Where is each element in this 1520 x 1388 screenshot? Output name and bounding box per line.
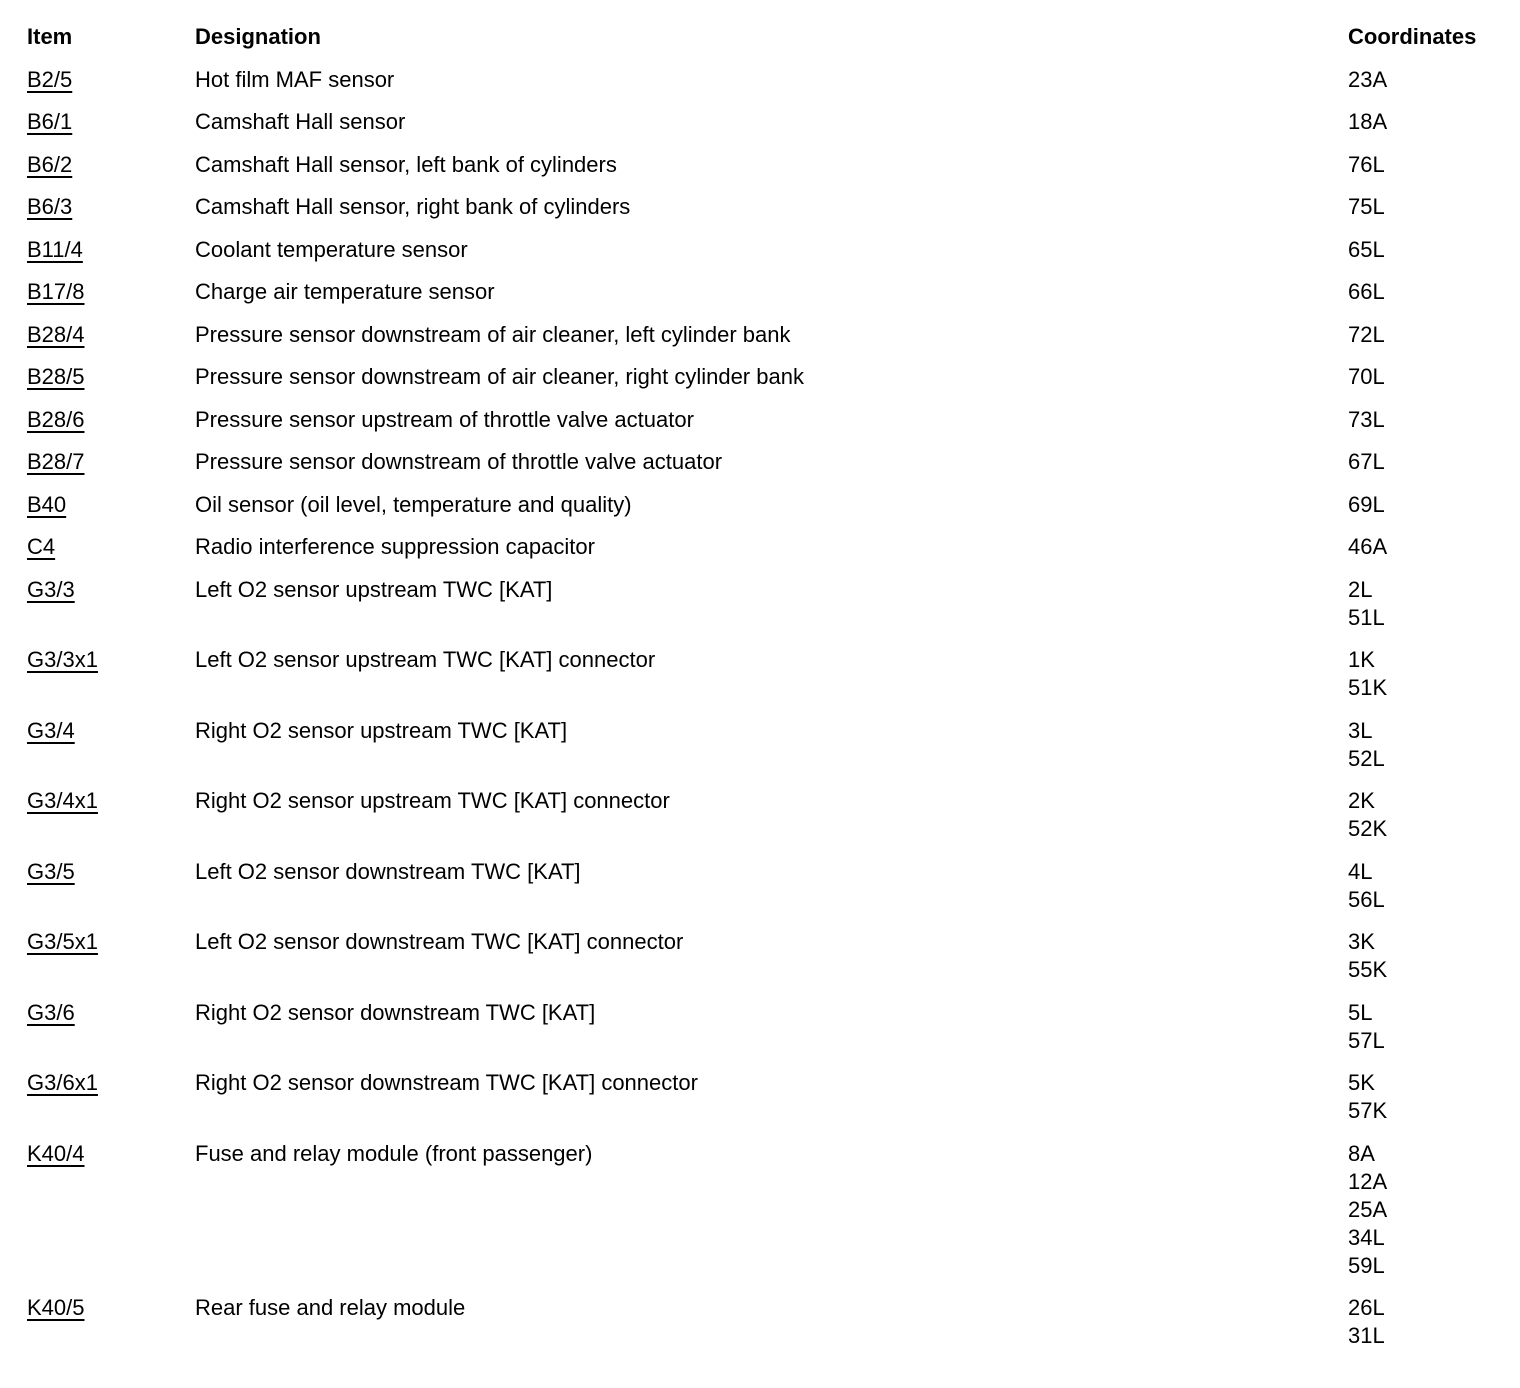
designation-text: Right O2 sensor upstream TWC [KAT] connector [195, 788, 670, 813]
coordinates-cell [1348, 999, 1385, 1055]
item-code-link[interactable]: B28/5 [27, 364, 85, 389]
coordinate-value: 65L [1348, 236, 1385, 262]
coordinate-value: 51L [1348, 604, 1385, 630]
item-code-link[interactable]: B28/6 [27, 406, 85, 432]
item-code-link[interactable]: G3/4x1 [27, 788, 98, 813]
table-row [27, 928, 1520, 984]
coordinate-value: 31L [1348, 1323, 1385, 1348]
table-row [27, 533, 1520, 561]
coordinate-value: 25A [1348, 1196, 1388, 1222]
coordinate-value: 72L [1348, 321, 1385, 347]
item-cell [27, 576, 195, 604]
coordinate-value: 56L [1348, 886, 1385, 912]
coordinates-cell [1348, 278, 1385, 306]
column-header-item: Item [27, 24, 73, 49]
table-row [27, 66, 1520, 94]
item-cell [27, 321, 195, 349]
item-cell [27, 406, 195, 434]
item-code-link[interactable]: G3/3x1 [27, 647, 98, 672]
item-cell [27, 278, 195, 306]
coordinate-value: 18A [1348, 109, 1388, 134]
coordinate-value: 66L [1348, 279, 1385, 304]
coordinate-value: 3L [1348, 717, 1373, 743]
coordinates-cell [1348, 321, 1385, 349]
item-cell [27, 193, 195, 221]
coordinate-value: 23A [1348, 66, 1388, 92]
coordinates-cell [1348, 1140, 1387, 1280]
coordinate-value: 57L [1348, 1027, 1385, 1053]
table-row [27, 858, 1520, 914]
table-row [27, 787, 1520, 843]
coordinate-value: 5K [1348, 1070, 1375, 1095]
table-row [27, 236, 1520, 264]
coordinate-value: 51K [1348, 675, 1388, 700]
item-cell [27, 236, 195, 264]
item-code-link[interactable]: G3/5x1 [27, 929, 98, 954]
designation-text: Camshaft Hall sensor, left bank of cylinders [195, 151, 617, 177]
item-code-link[interactable]: K40/5 [27, 1295, 85, 1320]
coordinates-cell [1348, 646, 1387, 702]
item-cell [27, 858, 195, 886]
coordinate-value: 75L [1348, 194, 1385, 219]
item-cell [27, 787, 195, 815]
item-code-link[interactable]: G3/5 [27, 858, 75, 884]
coordinate-value: 57K [1348, 1098, 1388, 1123]
column-header-designation: Designation [195, 24, 321, 49]
table-row [27, 151, 1520, 179]
designation-text: Right O2 sensor downstream TWC [KAT] [195, 999, 596, 1025]
coordinates-cell [1348, 66, 1387, 94]
designation-text: Camshaft Hall sensor [195, 109, 406, 134]
coordinate-value: 76L [1348, 151, 1385, 177]
coordinate-value: 3K [1348, 929, 1375, 954]
coordinate-value: 46A [1348, 534, 1388, 559]
item-cell [27, 151, 195, 179]
designation-text: Radio interference suppression capacitor [195, 534, 595, 559]
table-row [27, 646, 1520, 702]
table-row [27, 1069, 1520, 1125]
table-row [27, 278, 1520, 306]
designation-text: Left O2 sensor upstream TWC [KAT] connector [195, 647, 656, 672]
item-cell [27, 491, 195, 519]
item-code-link[interactable]: B6/3 [27, 194, 73, 219]
coordinates-cell [1348, 717, 1385, 773]
item-code-link[interactable]: B6/2 [27, 151, 73, 177]
item-cell [27, 448, 195, 476]
item-cell [27, 646, 195, 674]
item-cell [27, 717, 195, 745]
designation-text: Pressure sensor upstream of throttle valve actuator [195, 406, 694, 432]
item-cell [27, 1294, 195, 1322]
coordinates-cell [1348, 193, 1385, 221]
coordinates-cell [1348, 533, 1387, 561]
coordinates-cell [1348, 491, 1385, 519]
coordinate-value: 8A [1348, 1140, 1375, 1166]
coordinate-value: 2L [1348, 576, 1373, 602]
item-code-link[interactable]: B28/7 [27, 449, 85, 474]
coordinate-value: 59L [1348, 1252, 1385, 1278]
table-row [27, 576, 1520, 632]
coordinate-value: 52L [1348, 745, 1385, 771]
coordinate-value: 52K [1348, 816, 1388, 841]
item-code-link[interactable]: G3/3 [27, 576, 75, 602]
designation-text: Fuse and relay module (front passenger) [195, 1140, 593, 1166]
designation-text: Left O2 sensor downstream TWC [KAT] connector [195, 929, 684, 954]
designation-text: Right O2 sensor downstream TWC [KAT] connector [195, 1070, 698, 1095]
coordinates-cell [1348, 928, 1387, 984]
item-code-link[interactable]: K40/4 [27, 1140, 85, 1166]
coordinates-cell [1348, 576, 1385, 632]
coordinate-value: 69L [1348, 491, 1385, 517]
item-code-link[interactable]: G3/6 [27, 999, 75, 1025]
coordinate-value: 26L [1348, 1295, 1385, 1320]
designation-text: Left O2 sensor upstream TWC [KAT] [195, 576, 553, 602]
table-row [27, 406, 1520, 434]
designation-text: Hot film MAF sensor [195, 66, 395, 92]
column-header-coordinates: Coordinates [1348, 24, 1477, 49]
coordinate-value: 4L [1348, 858, 1373, 884]
coordinate-value: 70L [1348, 364, 1385, 389]
coordinates-cell [1348, 1069, 1387, 1125]
table-header-row [27, 23, 1520, 51]
coordinates-cell [1348, 406, 1385, 434]
coordinates-cell [1348, 448, 1385, 476]
item-code-link[interactable]: C4 [27, 534, 56, 559]
item-code-link[interactable]: B6/1 [27, 109, 73, 134]
table-row [27, 717, 1520, 773]
coordinates-cell [1348, 236, 1385, 264]
coordinates-cell [1348, 1294, 1385, 1350]
table-row [27, 193, 1520, 221]
designation-text: Right O2 sensor upstream TWC [KAT] [195, 717, 568, 743]
designation-text: Pressure sensor downstream of throttle valve actuator [195, 449, 723, 474]
item-cell [27, 999, 195, 1027]
table-row [27, 108, 1520, 136]
coordinates-cell [1348, 363, 1385, 391]
table-row [27, 321, 1520, 349]
coordinate-value: 73L [1348, 406, 1385, 432]
item-cell [27, 1069, 195, 1097]
coordinate-value: 67L [1348, 449, 1385, 474]
coordinate-value: 5L [1348, 999, 1373, 1025]
item-code-link[interactable]: B11/4 [27, 236, 83, 262]
item-cell [27, 66, 195, 94]
item-code-link[interactable]: B2/5 [27, 66, 73, 92]
item-cell [27, 108, 195, 136]
designation-text: Coolant temperature sensor [195, 236, 468, 262]
item-cell [27, 1140, 195, 1168]
table-row [27, 1294, 1520, 1350]
designation-text: Oil sensor (oil level, temperature and quality) [195, 491, 632, 517]
item-code-link[interactable]: G3/6x1 [27, 1070, 98, 1095]
coordinates-cell [1348, 108, 1387, 136]
coordinate-value: 2K [1348, 788, 1375, 813]
item-cell [27, 928, 195, 956]
table-row [27, 999, 1520, 1055]
designation-text: Charge air temperature sensor [195, 279, 495, 304]
coordinates-cell [1348, 787, 1387, 843]
designation-text: Left O2 sensor downstream TWC [KAT] [195, 858, 581, 884]
table-row [27, 491, 1520, 519]
coordinates-cell [1348, 151, 1385, 179]
coordinate-value: 34L [1348, 1224, 1385, 1250]
item-code-link[interactable]: G3/4 [27, 717, 75, 743]
coordinate-value: 12A [1348, 1168, 1388, 1194]
designation-text: Pressure sensor downstream of air cleaner, right cylinder bank [195, 364, 804, 389]
coordinates-cell [1348, 858, 1385, 914]
designation-text: Pressure sensor downstream of air cleaner, left cylinder bank [195, 321, 791, 347]
designation-text: Rear fuse and relay module [195, 1295, 466, 1320]
item-code-link[interactable]: B40 [27, 491, 67, 517]
table-row [27, 363, 1520, 391]
item-cell [27, 363, 195, 391]
table-row [27, 1140, 1520, 1280]
coordinate-value: 1K [1348, 647, 1375, 672]
table-row [27, 448, 1520, 476]
item-code-link[interactable]: B28/4 [27, 321, 85, 347]
designation-text: Camshaft Hall sensor, right bank of cylinders [195, 194, 631, 219]
item-cell [27, 533, 195, 561]
item-code-link[interactable]: B17/8 [27, 279, 85, 304]
coordinate-value: 55K [1348, 957, 1388, 982]
table-body [27, 66, 1520, 1351]
